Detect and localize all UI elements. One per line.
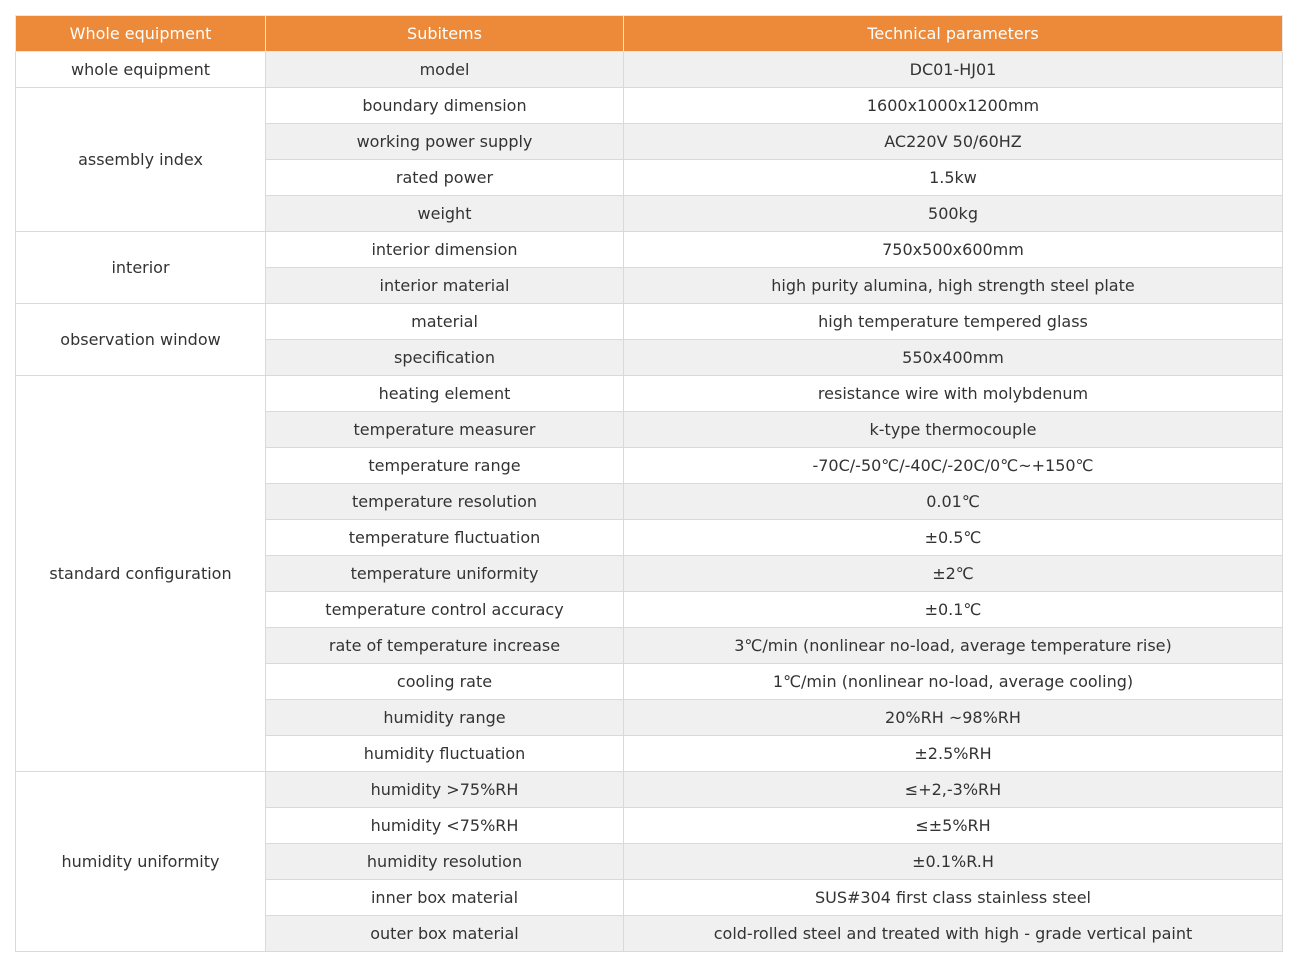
parameter-cell: 3℃/min (nonlinear no-load, average temperature rise): [624, 628, 1283, 664]
subitem-cell: humidity range: [266, 700, 624, 736]
subitem-cell: humidity >75%RH: [266, 772, 624, 808]
subitem-cell: specification: [266, 340, 624, 376]
subitem-cell: inner box material: [266, 880, 624, 916]
subitem-cell: cooling rate: [266, 664, 624, 700]
subitem-cell: temperature resolution: [266, 484, 624, 520]
parameter-cell: ≤±5%RH: [624, 808, 1283, 844]
subitem-cell: humidity fluctuation: [266, 736, 624, 772]
subitem-cell: interior material: [266, 268, 624, 304]
subitem-cell: temperature fluctuation: [266, 520, 624, 556]
subitem-cell: rate of temperature increase: [266, 628, 624, 664]
subitem-cell: model: [266, 52, 624, 88]
subitem-cell: weight: [266, 196, 624, 232]
parameter-cell: ±2℃: [624, 556, 1283, 592]
header-subitems: Subitems: [266, 16, 624, 52]
table-row: [16, 232, 1283, 268]
subitem-cell: rated power: [266, 160, 624, 196]
table-row: [16, 376, 1283, 412]
parameter-cell: DC01-HJ01: [624, 52, 1283, 88]
table-row: [16, 88, 1283, 124]
header-whole-equipment: Whole equipment: [16, 16, 266, 52]
subitem-cell: interior dimension: [266, 232, 624, 268]
parameter-cell: 20%RH ~98%RH: [624, 700, 1283, 736]
technical-spec-table: [15, 15, 1283, 952]
parameter-cell: high purity alumina, high strength steel plate: [624, 268, 1283, 304]
subitem-cell: humidity resolution: [266, 844, 624, 880]
parameter-cell: 1600x1000x1200mm: [624, 88, 1283, 124]
subitem-cell: outer box material: [266, 916, 624, 952]
subitem-cell: temperature control accuracy: [266, 592, 624, 628]
header-row: [16, 16, 1283, 52]
group-cell: interior: [16, 232, 266, 304]
subitem-cell: humidity <75%RH: [266, 808, 624, 844]
table-header: [16, 16, 1283, 52]
table-row: [16, 772, 1283, 808]
parameter-cell: 0.01℃: [624, 484, 1283, 520]
group-cell: humidity uniformity: [16, 772, 266, 952]
group-cell: assembly index: [16, 88, 266, 232]
header-technical-parameters: Technical parameters: [624, 16, 1283, 52]
parameter-cell: resistance wire with molybdenum: [624, 376, 1283, 412]
parameter-cell: high temperature tempered glass: [624, 304, 1283, 340]
parameter-cell: 550x400mm: [624, 340, 1283, 376]
parameter-cell: 1.5kw: [624, 160, 1283, 196]
table-body: [16, 52, 1283, 952]
table-row: [16, 304, 1283, 340]
spec-table-container: [15, 15, 1282, 952]
parameter-cell: 500kg: [624, 196, 1283, 232]
group-cell: whole equipment: [16, 52, 266, 88]
subitem-cell: temperature range: [266, 448, 624, 484]
subitem-cell: material: [266, 304, 624, 340]
parameter-cell: 1℃/min (nonlinear no-load, average cooling): [624, 664, 1283, 700]
subitem-cell: temperature measurer: [266, 412, 624, 448]
subitem-cell: working power supply: [266, 124, 624, 160]
group-cell: observation window: [16, 304, 266, 376]
parameter-cell: ±2.5%RH: [624, 736, 1283, 772]
subitem-cell: temperature uniformity: [266, 556, 624, 592]
parameter-cell: k-type thermocouple: [624, 412, 1283, 448]
parameter-cell: -70C/-50℃/-40C/-20C/0℃~+150℃: [624, 448, 1283, 484]
parameter-cell: AC220V 50/60HZ: [624, 124, 1283, 160]
parameter-cell: cold-rolled steel and treated with high - grade vertical paint: [624, 916, 1283, 952]
parameter-cell: ≤+2,-3%RH: [624, 772, 1283, 808]
table-row: [16, 52, 1283, 88]
subitem-cell: heating element: [266, 376, 624, 412]
group-cell: standard configuration: [16, 376, 266, 772]
parameter-cell: SUS#304 first class stainless steel: [624, 880, 1283, 916]
parameter-cell: ±0.5℃: [624, 520, 1283, 556]
subitem-cell: boundary dimension: [266, 88, 624, 124]
parameter-cell: 750x500x600mm: [624, 232, 1283, 268]
parameter-cell: ±0.1%R.H: [624, 844, 1283, 880]
parameter-cell: ±0.1℃: [624, 592, 1283, 628]
